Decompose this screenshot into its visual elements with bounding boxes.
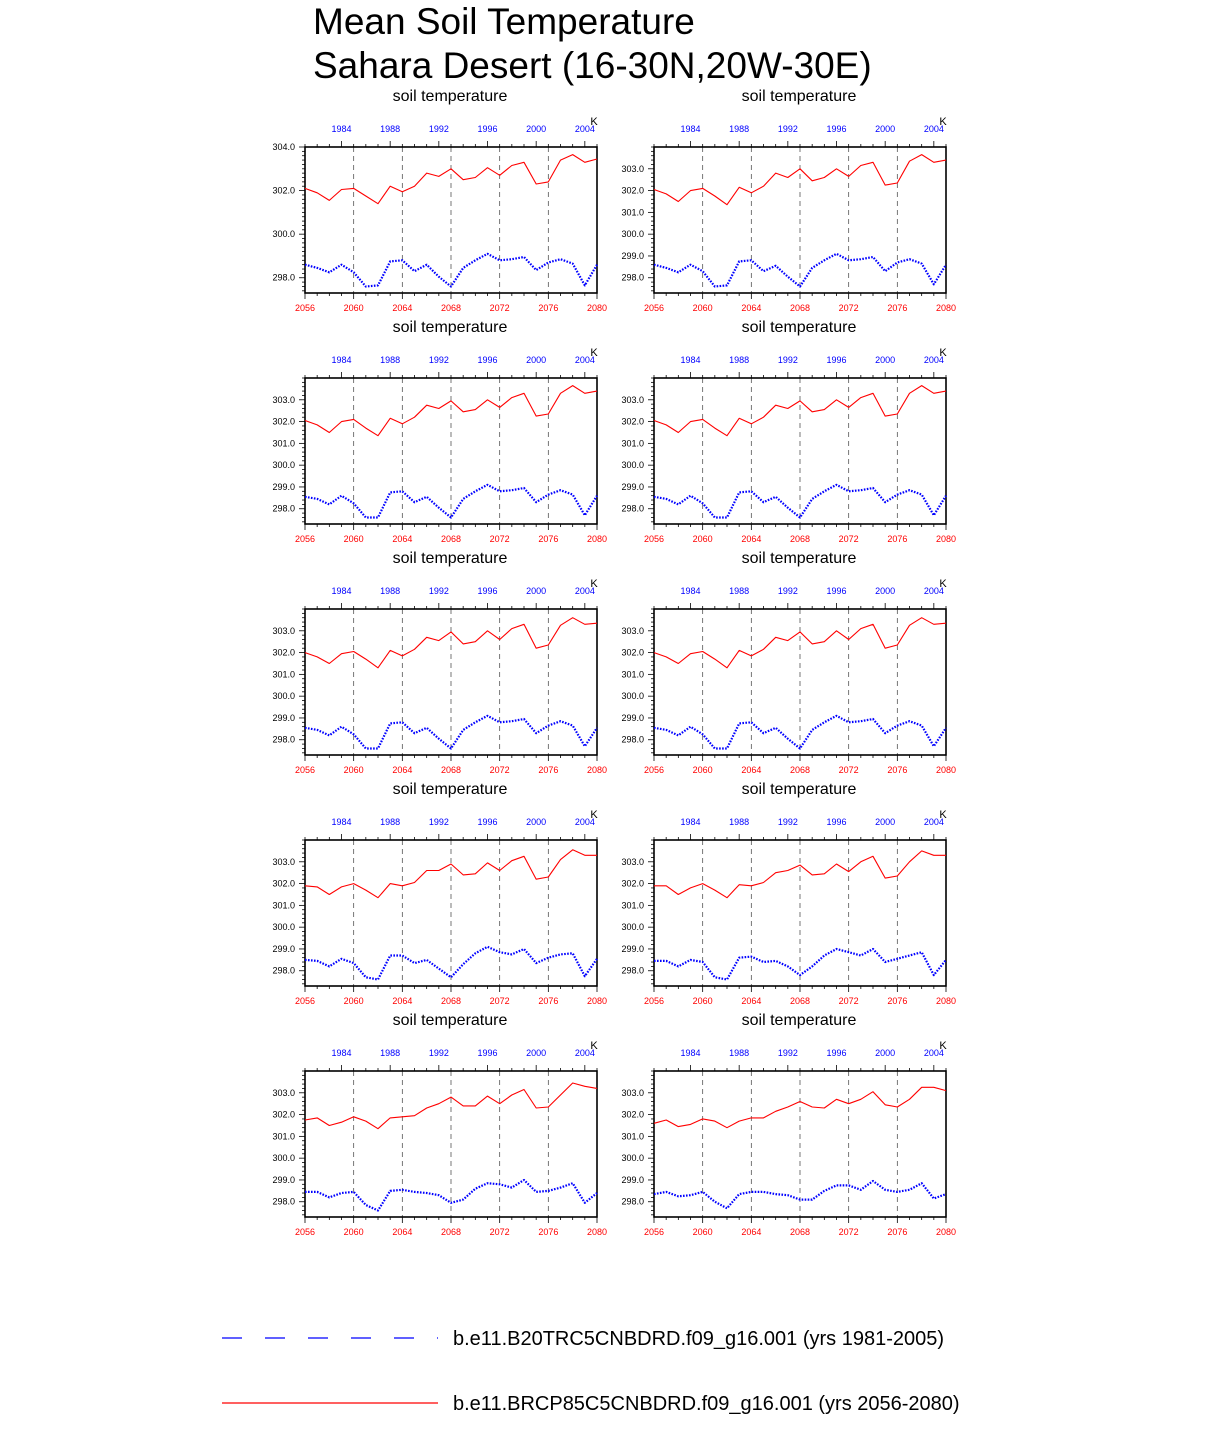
y-tick-label: 304.0 <box>272 142 295 152</box>
y-tick-label: 299.0 <box>621 250 644 261</box>
y-tick-label: 299.0 <box>272 712 295 723</box>
y-tick-label: 301.0 <box>621 1131 644 1142</box>
panel-title: soil temperature <box>741 88 857 105</box>
x-top-tick-label: 1996 <box>826 586 847 596</box>
x-tick-label: 2072 <box>489 765 510 775</box>
y-tick-label: 299.0 <box>272 943 295 954</box>
series-line-historical <box>305 1180 597 1211</box>
series-line-historical <box>654 1181 946 1208</box>
x-tick-label: 2064 <box>392 996 413 1006</box>
y-tick-label: 301.0 <box>272 900 295 911</box>
panel-title: soil temperature <box>741 781 857 798</box>
x-top-tick-label: 1992 <box>777 124 798 134</box>
y-tick-label: 300.0 <box>621 1153 644 1164</box>
x-tick-label: 2080 <box>935 996 957 1006</box>
units-label: K <box>939 1040 947 1052</box>
y-tick-label: 302.0 <box>272 416 295 427</box>
y-tick-label: 299.0 <box>621 943 644 954</box>
x-top-tick-label: 2004 <box>923 1048 944 1058</box>
series-line-future <box>654 155 946 205</box>
y-tick-label: 300.0 <box>621 229 644 240</box>
panel-title: soil temperature <box>741 550 857 567</box>
chart-panel-8 <box>621 781 956 1006</box>
x-top-tick-label: 1992 <box>777 817 798 827</box>
x-top-tick-label: 2004 <box>574 586 595 596</box>
x-top-tick-label: 1996 <box>477 124 498 134</box>
legend-swatch-historical <box>220 1324 440 1354</box>
x-tick-label: 2080 <box>935 303 957 313</box>
y-tick-label: 300.0 <box>272 1153 295 1164</box>
chart-panel-7 <box>272 781 607 1006</box>
x-tick-label: 2064 <box>741 765 762 775</box>
chart-panel-2 <box>621 88 956 313</box>
x-tick-label: 2072 <box>489 303 510 313</box>
x-tick-label: 2080 <box>586 1227 608 1237</box>
chart-panel-6 <box>621 550 956 775</box>
y-tick-label: 303.0 <box>621 625 644 636</box>
x-top-tick-label: 1984 <box>331 1048 352 1058</box>
series-line-future <box>305 386 597 436</box>
x-tick-label: 2076 <box>538 765 559 775</box>
y-tick-label: 303.0 <box>272 856 295 867</box>
y-tick-label: 300.0 <box>272 460 295 471</box>
panel-title: soil temperature <box>392 550 508 567</box>
x-tick-label: 2060 <box>343 303 364 313</box>
y-tick-label: 302.0 <box>621 647 644 658</box>
x-top-tick-label: 2000 <box>875 586 896 596</box>
x-tick-label: 2064 <box>392 303 413 313</box>
x-tick-label: 2072 <box>838 534 859 544</box>
x-tick-label: 2072 <box>838 1227 859 1237</box>
x-top-tick-label: 1996 <box>826 124 847 134</box>
legend-item-historical <box>220 1324 1120 1354</box>
series-line-future <box>654 851 946 898</box>
x-tick-label: 2064 <box>741 534 762 544</box>
x-tick-label: 2072 <box>489 1227 510 1237</box>
x-top-tick-label: 2004 <box>923 817 944 827</box>
x-tick-label: 2076 <box>887 765 908 775</box>
panel-title: soil temperature <box>392 1012 508 1029</box>
y-tick-label: 303.0 <box>272 625 295 636</box>
x-tick-label: 2060 <box>692 1227 713 1237</box>
x-tick-label: 2056 <box>643 765 665 775</box>
y-tick-label: 298.0 <box>621 1196 644 1207</box>
x-tick-label: 2064 <box>392 765 413 775</box>
x-top-tick-label: 2004 <box>574 124 595 134</box>
x-top-tick-label: 2000 <box>526 586 547 596</box>
y-tick-label: 298.0 <box>272 503 295 514</box>
x-tick-label: 2068 <box>789 996 811 1006</box>
y-tick-label: 298.0 <box>272 734 295 745</box>
x-tick-label: 2060 <box>692 303 713 313</box>
y-tick-label: 302.0 <box>272 878 295 889</box>
y-tick-label: 303.0 <box>621 856 644 867</box>
x-tick-label: 2076 <box>538 996 559 1006</box>
x-top-tick-label: 1984 <box>331 586 352 596</box>
x-top-tick-label: 1984 <box>331 817 352 827</box>
x-tick-label: 2072 <box>489 534 510 544</box>
x-top-tick-label: 2004 <box>574 355 595 365</box>
x-tick-label: 2080 <box>586 996 608 1006</box>
y-tick-label: 303.0 <box>621 163 644 174</box>
x-tick-label: 2060 <box>343 1227 364 1237</box>
panel-title: soil temperature <box>392 319 508 336</box>
x-top-tick-label: 1996 <box>826 355 847 365</box>
x-top-tick-label: 1988 <box>729 124 750 134</box>
panel-title: soil temperature <box>741 1012 857 1029</box>
x-tick-label: 2068 <box>789 1227 811 1237</box>
x-tick-label: 2056 <box>294 534 316 544</box>
x-top-tick-label: 1992 <box>428 1048 449 1058</box>
panel-title: soil temperature <box>741 319 857 336</box>
x-tick-label: 2076 <box>887 534 908 544</box>
y-tick-label: 300.0 <box>272 691 295 702</box>
x-tick-label: 2068 <box>789 534 811 544</box>
units-label: K <box>590 1040 598 1052</box>
x-tick-label: 2060 <box>692 534 713 544</box>
x-tick-label: 2068 <box>440 534 462 544</box>
x-tick-label: 2064 <box>392 534 413 544</box>
x-tick-label: 2064 <box>741 996 762 1006</box>
y-tick-label: 299.0 <box>621 712 644 723</box>
units-label: K <box>590 347 598 359</box>
x-tick-label: 2076 <box>887 303 908 313</box>
x-top-tick-label: 1988 <box>729 586 750 596</box>
x-top-tick-label: 1984 <box>680 586 701 596</box>
x-tick-label: 2064 <box>741 1227 762 1237</box>
x-top-tick-label: 2000 <box>526 124 547 134</box>
units-label: K <box>939 809 947 821</box>
legend-label-future: b.e11.BRCP85C5CNBDRD.f09_g16.001 (yrs 2056-2080) <box>453 1393 960 1415</box>
x-top-tick-label: 1984 <box>680 355 701 365</box>
y-tick-label: 301.0 <box>621 669 644 680</box>
x-top-tick-label: 1992 <box>428 817 449 827</box>
units-label: K <box>590 578 598 590</box>
y-tick-label: 298.0 <box>621 272 644 283</box>
x-tick-label: 2064 <box>741 303 762 313</box>
x-top-tick-label: 1984 <box>680 1048 701 1058</box>
y-tick-label: 299.0 <box>272 481 295 492</box>
y-tick-label: 302.0 <box>621 878 644 889</box>
y-tick-label: 302.0 <box>272 647 295 658</box>
y-tick-label: 298.0 <box>272 1196 295 1207</box>
x-top-tick-label: 1984 <box>331 355 352 365</box>
y-tick-label: 298.0 <box>621 734 644 745</box>
x-tick-label: 2076 <box>538 534 559 544</box>
x-tick-label: 2060 <box>343 534 364 544</box>
x-top-tick-label: 1996 <box>477 586 498 596</box>
panel-title: soil temperature <box>392 88 508 105</box>
series-line-future <box>654 618 946 668</box>
y-tick-label: 302.0 <box>621 416 644 427</box>
y-tick-label: 302.0 <box>621 1109 644 1120</box>
y-tick-label: 303.0 <box>621 1087 644 1098</box>
y-tick-label: 298.0 <box>621 965 644 976</box>
x-tick-label: 2056 <box>294 765 316 775</box>
y-tick-label: 301.0 <box>621 900 644 911</box>
units-label: K <box>939 116 947 128</box>
x-tick-label: 2060 <box>343 765 364 775</box>
series-line-future <box>305 850 597 898</box>
x-top-tick-label: 1984 <box>680 817 701 827</box>
x-tick-label: 2080 <box>935 1227 957 1237</box>
legend-item-future <box>220 1389 1120 1419</box>
x-tick-label: 2068 <box>440 996 462 1006</box>
y-tick-label: 300.0 <box>621 691 644 702</box>
series-line-historical <box>654 949 946 980</box>
y-tick-label: 302.0 <box>621 185 644 196</box>
x-tick-label: 2076 <box>538 1227 559 1237</box>
y-tick-label: 302.0 <box>272 185 295 196</box>
x-top-tick-label: 1992 <box>777 586 798 596</box>
x-tick-label: 2056 <box>643 1227 665 1237</box>
x-top-tick-label: 1988 <box>729 355 750 365</box>
chart-panel-3 <box>272 319 607 544</box>
y-tick-label: 299.0 <box>272 1174 295 1185</box>
units-label: K <box>590 116 598 128</box>
y-tick-label: 298.0 <box>621 503 644 514</box>
x-top-tick-label: 2000 <box>526 1048 547 1058</box>
x-tick-label: 2060 <box>692 996 713 1006</box>
x-tick-label: 2068 <box>440 303 462 313</box>
y-tick-label: 298.0 <box>272 272 295 283</box>
x-tick-label: 2064 <box>392 1227 413 1237</box>
legend-label-historical: b.e11.B20TRC5CNBDRD.f09_g16.001 (yrs 1981-2005) <box>453 1328 945 1350</box>
x-top-tick-label: 2004 <box>923 355 944 365</box>
chart-panel-4 <box>621 319 956 544</box>
y-tick-label: 303.0 <box>621 394 644 405</box>
chart-title-line-2: Sahara Desert (16-30N,20W-30E) <box>313 45 872 86</box>
x-top-tick-label: 2000 <box>875 817 896 827</box>
x-tick-label: 2080 <box>586 534 608 544</box>
x-top-tick-label: 1988 <box>380 1048 401 1058</box>
chart-panel-10 <box>621 1012 956 1237</box>
x-top-tick-label: 1992 <box>428 124 449 134</box>
y-tick-label: 300.0 <box>621 922 644 933</box>
x-top-tick-label: 2004 <box>923 586 944 596</box>
y-tick-label: 301.0 <box>621 438 644 449</box>
x-tick-label: 2056 <box>643 534 665 544</box>
x-tick-label: 2068 <box>789 765 811 775</box>
panel-title: soil temperature <box>392 781 508 798</box>
chart-title-line-1: Mean Soil Temperature <box>313 1 695 42</box>
y-tick-label: 298.0 <box>272 965 295 976</box>
y-tick-label: 301.0 <box>272 669 295 680</box>
x-tick-label: 2056 <box>643 303 665 313</box>
units-label: K <box>939 578 947 590</box>
x-top-tick-label: 1988 <box>380 355 401 365</box>
x-top-tick-label: 2000 <box>526 355 547 365</box>
x-tick-label: 2072 <box>838 765 859 775</box>
x-tick-label: 2060 <box>692 765 713 775</box>
x-tick-label: 2060 <box>343 996 364 1006</box>
x-tick-label: 2080 <box>935 765 957 775</box>
y-tick-label: 301.0 <box>621 207 644 218</box>
chart-panel-5 <box>272 550 607 775</box>
x-top-tick-label: 2004 <box>574 1048 595 1058</box>
y-tick-label: 301.0 <box>272 1131 295 1142</box>
x-top-tick-label: 1988 <box>380 817 401 827</box>
series-line-future <box>305 618 597 668</box>
y-tick-label: 300.0 <box>621 460 644 471</box>
y-tick-label: 303.0 <box>272 1087 295 1098</box>
chart-panel-1 <box>272 88 607 313</box>
x-tick-label: 2080 <box>586 303 608 313</box>
x-top-tick-label: 2000 <box>875 1048 896 1058</box>
x-tick-label: 2056 <box>294 1227 316 1237</box>
x-tick-label: 2072 <box>489 996 510 1006</box>
y-tick-label: 299.0 <box>621 1174 644 1185</box>
x-tick-label: 2068 <box>440 765 462 775</box>
x-tick-label: 2068 <box>789 303 811 313</box>
x-top-tick-label: 2000 <box>526 817 547 827</box>
x-tick-label: 2080 <box>935 534 957 544</box>
x-top-tick-label: 1996 <box>477 355 498 365</box>
x-top-tick-label: 1988 <box>380 586 401 596</box>
series-line-future <box>654 386 946 436</box>
x-tick-label: 2076 <box>538 303 559 313</box>
x-top-tick-label: 1984 <box>331 124 352 134</box>
units-label: K <box>939 347 947 359</box>
y-tick-label: 301.0 <box>272 438 295 449</box>
x-tick-label: 2056 <box>294 996 316 1006</box>
x-top-tick-label: 1996 <box>477 817 498 827</box>
x-top-tick-label: 1996 <box>826 817 847 827</box>
y-tick-label: 303.0 <box>272 394 295 405</box>
x-top-tick-label: 1996 <box>477 1048 498 1058</box>
legend-swatch-future <box>220 1389 440 1419</box>
x-top-tick-label: 1988 <box>380 124 401 134</box>
x-top-tick-label: 1992 <box>428 586 449 596</box>
y-tick-label: 302.0 <box>272 1109 295 1120</box>
x-tick-label: 2072 <box>838 996 859 1006</box>
x-tick-label: 2076 <box>887 996 908 1006</box>
x-top-tick-label: 2004 <box>574 817 595 827</box>
x-tick-label: 2080 <box>586 765 608 775</box>
x-top-tick-label: 1992 <box>777 355 798 365</box>
units-label: K <box>590 809 598 821</box>
y-tick-label: 300.0 <box>272 229 295 240</box>
x-top-tick-label: 1988 <box>729 1048 750 1058</box>
y-tick-label: 299.0 <box>621 481 644 492</box>
x-top-tick-label: 1988 <box>729 817 750 827</box>
x-top-tick-label: 1984 <box>680 124 701 134</box>
x-tick-label: 2056 <box>643 996 665 1006</box>
x-top-tick-label: 1992 <box>777 1048 798 1058</box>
x-top-tick-label: 1992 <box>428 355 449 365</box>
x-tick-label: 2072 <box>838 303 859 313</box>
x-tick-label: 2068 <box>440 1227 462 1237</box>
x-tick-label: 2056 <box>294 303 316 313</box>
x-top-tick-label: 2000 <box>875 124 896 134</box>
x-top-tick-label: 2004 <box>923 124 944 134</box>
y-tick-label: 300.0 <box>272 922 295 933</box>
x-top-tick-label: 1996 <box>826 1048 847 1058</box>
x-top-tick-label: 2000 <box>875 355 896 365</box>
x-tick-label: 2076 <box>887 1227 908 1237</box>
chart-panel-9 <box>272 1012 607 1237</box>
